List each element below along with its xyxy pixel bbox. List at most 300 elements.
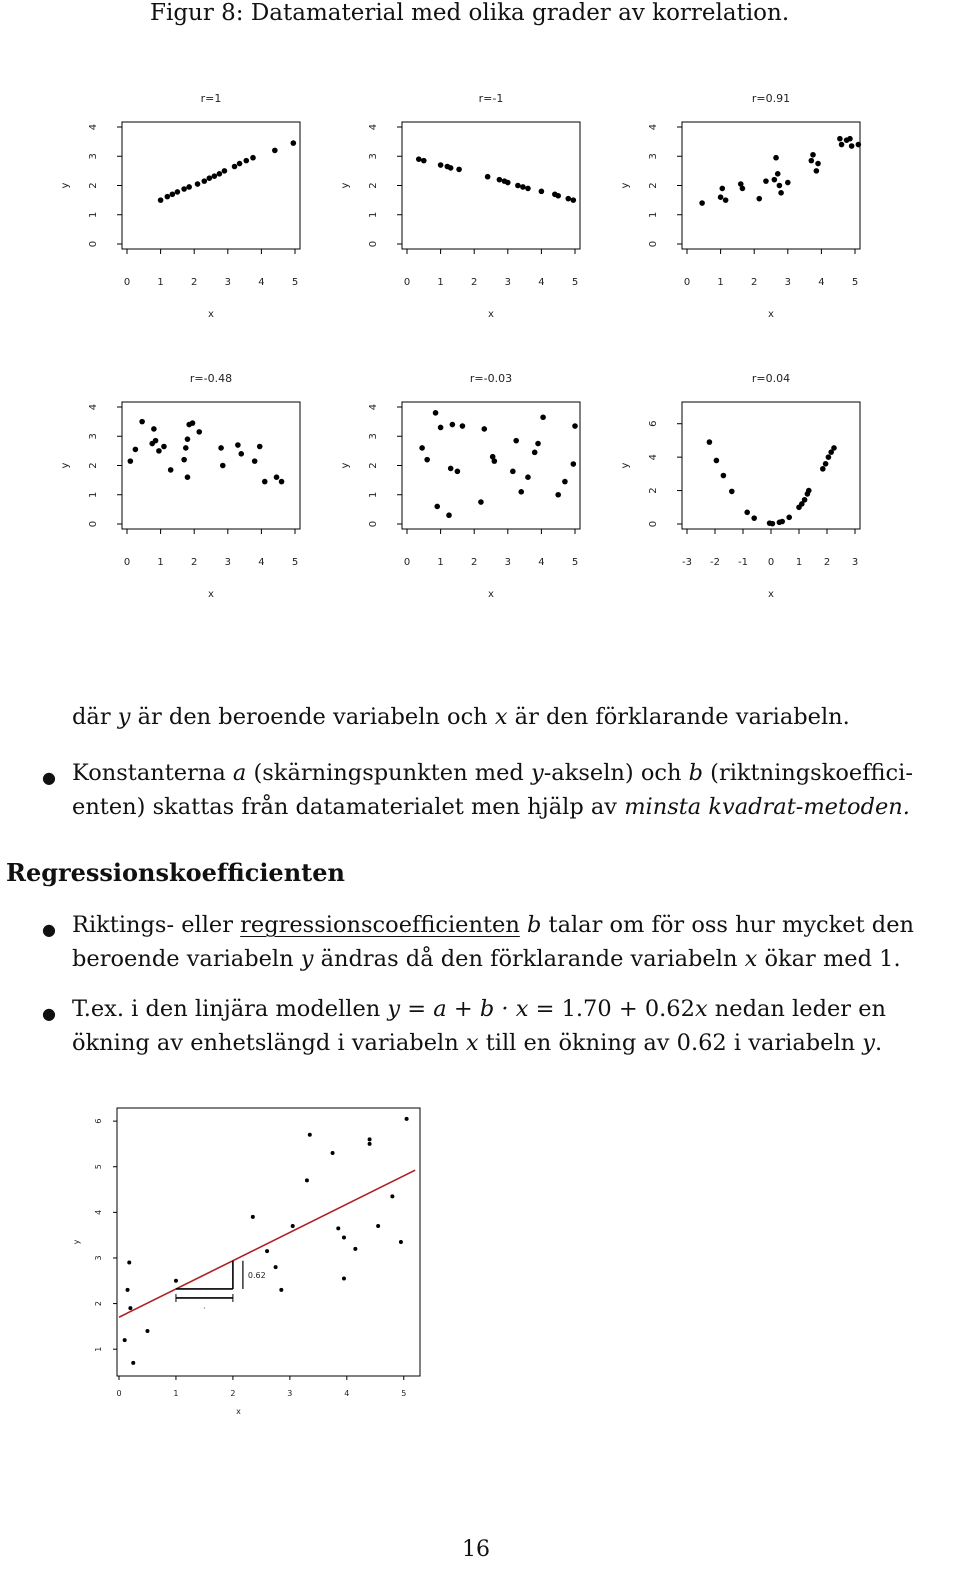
y-axis-label: y [340, 182, 351, 189]
x-tick-label: 4 [344, 1389, 350, 1398]
data-point [145, 1329, 149, 1333]
data-point [751, 515, 757, 521]
x-tick-label: 3 [784, 277, 791, 288]
data-point [775, 171, 781, 177]
data-point [185, 474, 191, 480]
data-point [744, 510, 750, 516]
data-point [448, 466, 454, 472]
data-point [707, 439, 713, 445]
text-fragment: = 1.70 + 0.62 [528, 996, 695, 1022]
data-point [446, 512, 452, 518]
data-point [237, 161, 243, 167]
x-tick-label: 0 [403, 557, 411, 568]
x-axis-label: x [208, 589, 214, 600]
x-tick-label: 0 [767, 557, 775, 568]
y-axis-label: y [620, 462, 631, 469]
x-tick-label: 0 [123, 557, 131, 568]
data-point [772, 177, 778, 183]
data-point [291, 140, 297, 146]
data-point [368, 1142, 372, 1146]
data-point [272, 148, 278, 154]
plot-title: r=0.91 [751, 92, 791, 105]
data-point [450, 422, 456, 428]
x-tick-label: -1 [738, 557, 748, 568]
text-fragment: (riktningskoefﬁci- [703, 760, 913, 786]
data-point [279, 1288, 283, 1292]
x-tick-label: 5 [571, 277, 579, 288]
math-equation: y = a + b · x [387, 996, 529, 1022]
math-var: b [688, 760, 704, 786]
data-point [274, 1265, 278, 1269]
text-fragment: ökning av enhetslängd i variabeln [72, 1030, 466, 1056]
data-point [291, 1224, 295, 1228]
data-point [201, 178, 207, 184]
x-axis-label: x [208, 309, 214, 320]
data-point [127, 1261, 131, 1265]
y-tick-label: 4 [368, 403, 379, 411]
data-point [158, 197, 164, 203]
data-point [181, 186, 187, 192]
y-tick-label: 4 [648, 453, 659, 461]
data-point [518, 489, 524, 495]
data-point [153, 438, 159, 444]
x-axis-label: x [236, 1407, 241, 1416]
text-fragment: Riktings- eller [72, 912, 241, 938]
data-point [515, 183, 521, 189]
data-point [196, 429, 202, 435]
data-point [535, 441, 541, 447]
y-axis-label: y [620, 182, 631, 189]
data-point [305, 1178, 309, 1182]
figure-caption: Figur 8: Datamaterial med olika grader av korrelation. [150, 0, 790, 26]
data-point [847, 136, 853, 142]
y-tick-label: 0 [88, 520, 99, 528]
data-point [331, 1151, 335, 1155]
text-fragment: enten) skattas från datamaterialet men hjälp av [72, 794, 625, 820]
data-point [802, 497, 808, 503]
data-point [336, 1226, 340, 1230]
text-fragment: ökar med 1. [757, 946, 901, 972]
data-point [168, 467, 174, 473]
y-tick-label: 2 [648, 182, 659, 189]
data-point [823, 461, 829, 467]
data-point [699, 200, 705, 206]
y-tick-label: 6 [648, 420, 659, 427]
data-point [183, 445, 189, 451]
text-fragment: Konstanterna [72, 760, 233, 786]
y-tick-label: 2 [94, 1301, 103, 1307]
y-tick-label: 2 [368, 182, 379, 189]
x-tick-label: 2 [191, 277, 198, 288]
text-fragment: till en ökning av 0.62 i variabeln [478, 1030, 863, 1056]
x-tick-label: 5 [851, 277, 859, 288]
data-point [190, 420, 196, 426]
page-number: 16 [462, 1537, 490, 1562]
x-tick-label: 2 [823, 557, 831, 568]
text-fragment: är den förklarande variabeln. [507, 704, 850, 730]
y-axis-label: y [60, 462, 71, 469]
data-point [151, 426, 157, 432]
data-point [756, 196, 762, 202]
y-tick-label: 4 [88, 123, 99, 131]
data-point [785, 180, 791, 186]
data-point [562, 479, 568, 485]
y-tick-label: 2 [88, 182, 99, 189]
x-tick-label: 2 [751, 277, 758, 288]
data-point [532, 450, 538, 456]
bullet-regression-line2 [72, 942, 901, 976]
scatter-figure [50, 80, 910, 610]
data-point [218, 445, 224, 451]
data-point [729, 489, 735, 495]
data-point [186, 184, 192, 190]
data-point [814, 168, 820, 174]
y-tick-label: 0 [88, 240, 99, 248]
math-var: b [526, 912, 542, 938]
y-tick-label: 4 [368, 123, 379, 131]
x-tick-label: 4 [538, 557, 545, 568]
x-tick-label: 3 [224, 557, 231, 568]
data-point [342, 1235, 346, 1239]
plot-frame [402, 122, 580, 249]
scatter-panel [620, 92, 861, 320]
data-point [308, 1133, 312, 1137]
data-point [455, 469, 461, 475]
text-fragment: -akseln) och [543, 760, 689, 786]
data-point [779, 519, 785, 525]
data-point [839, 142, 845, 148]
x-tick-label: 2 [471, 557, 478, 568]
y-tick-label: 1 [88, 491, 99, 498]
data-point [719, 186, 725, 192]
data-point [763, 178, 769, 184]
x-tick-label: 1 [157, 277, 164, 288]
data-point [353, 1247, 357, 1251]
bullet-marker: ● [42, 1004, 56, 1023]
y-tick-label: 2 [368, 462, 379, 469]
data-point [165, 194, 171, 200]
plot-frame [682, 122, 860, 249]
data-point [133, 447, 139, 453]
y-tick-label: 0 [648, 520, 659, 528]
plot-title: r=-1 [478, 92, 504, 105]
data-point [222, 168, 228, 174]
data-point [456, 167, 462, 173]
text-fragment: ändras då den förklarande variabeln [313, 946, 745, 972]
data-point [126, 1288, 130, 1292]
x-tick-label: 5 [291, 557, 299, 568]
plot-frame [122, 402, 300, 529]
data-point [723, 197, 729, 203]
data-point [128, 1306, 132, 1310]
data-point [376, 1224, 380, 1228]
data-point [128, 458, 134, 464]
data-point [123, 1338, 127, 1342]
data-point [262, 479, 268, 485]
data-point [174, 1279, 178, 1283]
data-point [777, 183, 783, 189]
x-tick-label: 1 [437, 277, 444, 288]
text-fragment: är den beroende variabeln och [130, 704, 495, 730]
math-var: y [300, 946, 314, 972]
regression-line [119, 1170, 415, 1317]
data-point [809, 158, 815, 164]
x-tick-label: 5 [571, 557, 579, 568]
slope-label: 0.62 [247, 1270, 266, 1280]
data-point [555, 492, 561, 498]
text-fragment: nedan leder en [707, 996, 887, 1022]
plot-title: r=-0.48 [189, 372, 233, 385]
data-point [786, 515, 792, 521]
data-point [460, 423, 466, 429]
x-tick-label: 1 [795, 557, 803, 568]
y-tick-label: 1 [88, 211, 99, 218]
data-point [433, 410, 439, 416]
y-axis-label: y [340, 462, 351, 469]
x-tick-label: 4 [818, 277, 825, 288]
data-point [539, 189, 545, 195]
data-point [831, 445, 837, 451]
data-point [390, 1194, 394, 1198]
math-var: y [862, 1030, 876, 1056]
data-point [438, 425, 444, 431]
y-tick-label: 3 [368, 153, 379, 160]
data-point [252, 458, 258, 464]
paragraph-y-x [72, 700, 850, 734]
math-var: x [465, 1030, 479, 1056]
data-point [421, 158, 427, 164]
data-point [405, 1117, 409, 1121]
data-point [856, 142, 862, 148]
data-point [714, 458, 720, 464]
y-tick-label: 1 [368, 491, 379, 498]
x-tick-label: 4 [258, 557, 265, 568]
data-point [513, 438, 519, 444]
x-tick-label: 4 [258, 277, 265, 288]
data-point [740, 186, 746, 192]
plot-frame [682, 402, 860, 529]
underlined-term: regressionscoefﬁcienten [240, 912, 520, 938]
bullet-constants-line1 [72, 756, 913, 790]
x-tick-label: 1 [173, 1389, 179, 1398]
plot-frame [402, 402, 580, 529]
y-tick-label: 2 [88, 462, 99, 469]
data-point [773, 155, 779, 161]
y-tick-label: 4 [88, 403, 99, 411]
x-tick-label: 0 [116, 1389, 122, 1398]
x-axis-label: x [488, 309, 494, 320]
y-tick-label: 0 [648, 240, 659, 248]
plot-title: r=0.04 [751, 372, 791, 385]
bullet-regression-line1 [72, 908, 914, 942]
bullet-marker: ● [42, 920, 56, 939]
data-point [175, 189, 181, 195]
section-heading: Regressionskoefﬁcienten [6, 858, 345, 887]
x-axis-label: x [768, 589, 774, 600]
data-point [718, 194, 724, 200]
x-tick-label: 3 [504, 277, 511, 288]
math-var: x [694, 996, 708, 1022]
y-tick-label: 4 [648, 123, 659, 131]
data-point [220, 463, 226, 469]
scatter-panel [340, 92, 580, 320]
data-point [181, 457, 187, 463]
data-point [170, 191, 176, 197]
data-point [243, 158, 249, 164]
data-point [520, 184, 526, 190]
data-point [810, 152, 816, 158]
data-point [525, 474, 531, 480]
data-point [510, 469, 516, 475]
scatter-panel [620, 372, 860, 600]
data-point [448, 165, 454, 171]
y-tick-label: 0 [368, 240, 379, 248]
data-point [721, 473, 727, 479]
x-axis-label: x [768, 309, 774, 320]
data-point [250, 155, 256, 161]
x-tick-label: -2 [710, 557, 720, 568]
x-tick-label: 1 [717, 277, 724, 288]
data-point [238, 451, 244, 457]
x-tick-label: 3 [224, 277, 231, 288]
data-point [156, 448, 162, 454]
data-point [565, 196, 571, 202]
data-point [571, 197, 577, 203]
text-fragment: där [72, 704, 118, 730]
bullet-example-line2 [72, 1026, 882, 1060]
y-tick-label: 0 [368, 520, 379, 528]
x-tick-label: 2 [191, 557, 198, 568]
data-point [555, 193, 561, 199]
data-point [217, 171, 223, 177]
x-axis-label: x [488, 589, 494, 600]
math-var: a [232, 760, 247, 786]
data-point [424, 457, 430, 463]
emphasis-text: minsta kvadrat-metoden. [624, 794, 910, 820]
x-tick-label: 0 [403, 277, 411, 288]
data-point [826, 454, 832, 460]
data-point [806, 488, 812, 494]
data-point [257, 444, 263, 450]
x-tick-label: 5 [401, 1389, 407, 1398]
x-tick-label: 1 [437, 557, 444, 568]
data-point [837, 136, 843, 142]
x-tick-label: 4 [538, 277, 545, 288]
text-fragment: beroende variabeln [72, 946, 301, 972]
math-var: y [117, 704, 131, 730]
plot-frame [122, 122, 300, 249]
y-tick-label: 1 [94, 1346, 103, 1352]
y-tick-label: 3 [648, 153, 659, 160]
data-point [368, 1137, 372, 1141]
plot-title: r=-0.03 [469, 372, 513, 385]
x-tick-label: 2 [230, 1389, 236, 1398]
x-tick-label: -3 [682, 557, 692, 568]
x-tick-label: 2 [471, 277, 478, 288]
data-point [525, 186, 531, 192]
math-var: y [530, 760, 544, 786]
math-var: x [494, 704, 508, 730]
y-tick-label: 6 [94, 1118, 103, 1124]
plot-title: r=1 [200, 92, 222, 105]
data-point [572, 423, 578, 429]
data-point [279, 479, 285, 485]
data-point [399, 1240, 403, 1244]
data-point [571, 461, 577, 467]
y-tick-label: 3 [368, 433, 379, 440]
data-point [815, 161, 821, 167]
data-point [212, 173, 218, 179]
text-fragment: talar om för oss hur mycket den [541, 912, 914, 938]
y-axis-label: y [60, 182, 71, 189]
data-point [342, 1276, 346, 1280]
x-tick-label: 0 [683, 277, 691, 288]
data-point [778, 190, 784, 196]
data-point [849, 143, 855, 149]
data-point [770, 521, 776, 527]
data-point [820, 466, 826, 472]
data-point [478, 499, 484, 505]
text-fragment: (skärningspunkten med [246, 760, 531, 786]
y-tick-label: 3 [88, 153, 99, 160]
y-tick-label: 1 [648, 211, 659, 218]
x-tick-label: 3 [851, 557, 859, 568]
y-tick-label: 3 [94, 1255, 103, 1261]
bullet-marker: ● [42, 768, 56, 787]
x-tick-label: 5 [291, 277, 299, 288]
text-fragment: . [875, 1030, 883, 1056]
data-point [131, 1361, 135, 1365]
data-point [438, 162, 444, 168]
data-point [207, 175, 213, 181]
run-label: 1 [203, 1305, 206, 1310]
data-point [434, 504, 440, 510]
x-tick-label: 1 [157, 557, 164, 568]
scatter-panel [60, 92, 300, 320]
x-tick-label: 0 [123, 277, 131, 288]
data-point [497, 177, 503, 183]
x-tick-label: 3 [504, 557, 511, 568]
data-point [195, 181, 201, 187]
data-point [232, 164, 238, 170]
data-point [481, 426, 487, 432]
y-tick-label: 2 [648, 487, 659, 494]
y-tick-label: 1 [368, 211, 379, 218]
bullet-example-line1 [72, 992, 886, 1026]
text-fragment [520, 912, 527, 938]
regression-plot [60, 1100, 440, 1430]
data-point [540, 414, 546, 420]
data-point [185, 436, 191, 442]
data-point [251, 1215, 255, 1219]
data-point [235, 442, 241, 448]
plot-frame [117, 1108, 420, 1376]
data-point [416, 156, 422, 162]
data-point [274, 474, 280, 480]
data-point [485, 174, 491, 180]
data-point [492, 458, 498, 464]
y-axis-label: y [72, 1239, 81, 1245]
scatter-panel [60, 372, 300, 600]
data-point [505, 180, 511, 186]
x-tick-label: 3 [287, 1389, 293, 1398]
data-point [139, 419, 145, 425]
y-tick-label: 3 [88, 433, 99, 440]
data-point [161, 444, 167, 450]
text-fragment: T.ex. i den linjära modellen [72, 996, 388, 1022]
data-point [419, 445, 425, 451]
bullet-constants-line2 [72, 790, 910, 824]
